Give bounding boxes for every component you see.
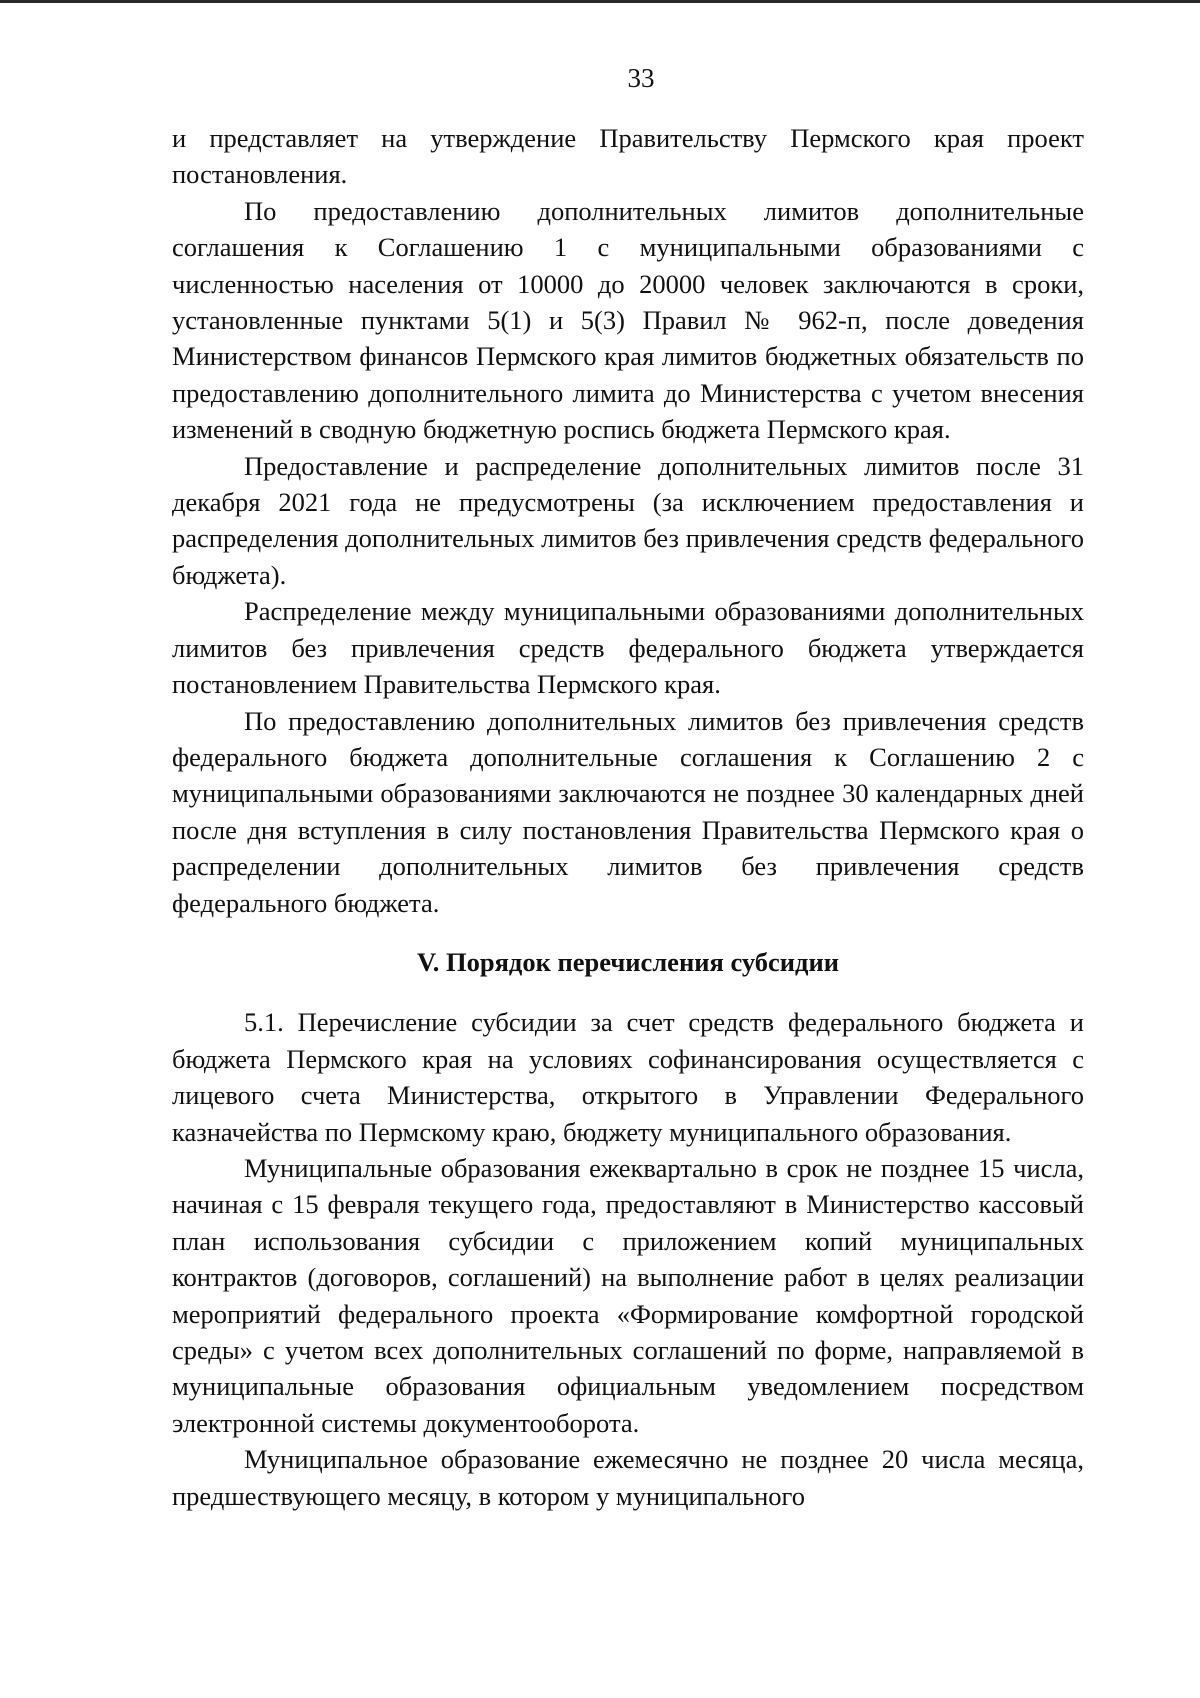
document-body <box>172 120 1084 1514</box>
paragraph-distribution: Распределение между муниципальными образованиями дополнительных лимитов без привлечения средств федерального бюджета утверждается постановлением Правительства Пермского края. <box>172 596 1084 700</box>
paragraph-limits-after-2021: Предоставление и распределение дополнительных лимитов после 31 декабря 2021 года не предусмотрены (за исключением предоставления и распределения дополнительных лимитов без привлечения средств федерального бюджета). <box>172 450 1084 590</box>
section-heading: V. Порядок перечисления субсидии <box>417 946 839 977</box>
paragraph-agreement-1: По предоставлению дополнительных лимитов дополнительные соглашения к Соглашению 1 с муниципальными образованиями с численностью населения от 10000 до 20000 человек заключаются в сроки, установленные пунктами 5(1) и 5(3) Правил № 962-п, после доведения Министерством финансов Пермского края лимитов бюджетных обязательств по предоставлению дополнительного лимита до Министерства с учетом внесения изменений в сводную бюджетную роспись бюджета Пермского края. <box>172 195 1084 445</box>
paragraph-continuation: и представляет на утверждение Правительству Пермского края проект постановления. <box>172 123 1084 190</box>
scan-top-edge <box>0 0 1200 3</box>
page-number: 33 <box>627 63 655 93</box>
paragraph-cash-plan: Муниципальные образования ежеквартально в срок не позднее 15 числа, начиная с 15 февраля текущего года, предоставляют в Министерство кассовый план использования субсидии с приложением копий муниципальных контрактов (договоров, соглашений) на выполнение работ в целях реализации мероприятий федерального проекта «Формирование комфортной городской среды» с учетом всех дополнительных соглашений по форме, направляемой в муниципальные образования официальным уведомлением посредством электронной системы документооборота. <box>172 1152 1084 1438</box>
paragraph-monthly: Муниципальное образование ежемесячно не позднее 20 числа месяца, предшествующего месяцу, в котором у муниципального <box>172 1444 1084 1511</box>
paragraph-5-1: 5.1. Перечисление субсидии за счет средств федерального бюджета и бюджета Пермского края на условиях софинансирования осуществляется с лицевого счета Министерства, открытого в Управлении Федерального казначейства по Пермскому краю, бюджету муниципального образования. <box>172 1007 1084 1147</box>
paragraph-agreement-2: По предоставлению дополнительных лимитов без привлечения средств федерального бюджета дополнительные соглашения к Соглашению 2 с муниципальными образованиями заключаются не позднее 30 календарных дней после дня вступления в силу постановления Правительства Пермского края о распределении дополнительных лимитов без привлечения средств федерального бюджета. <box>172 705 1084 918</box>
